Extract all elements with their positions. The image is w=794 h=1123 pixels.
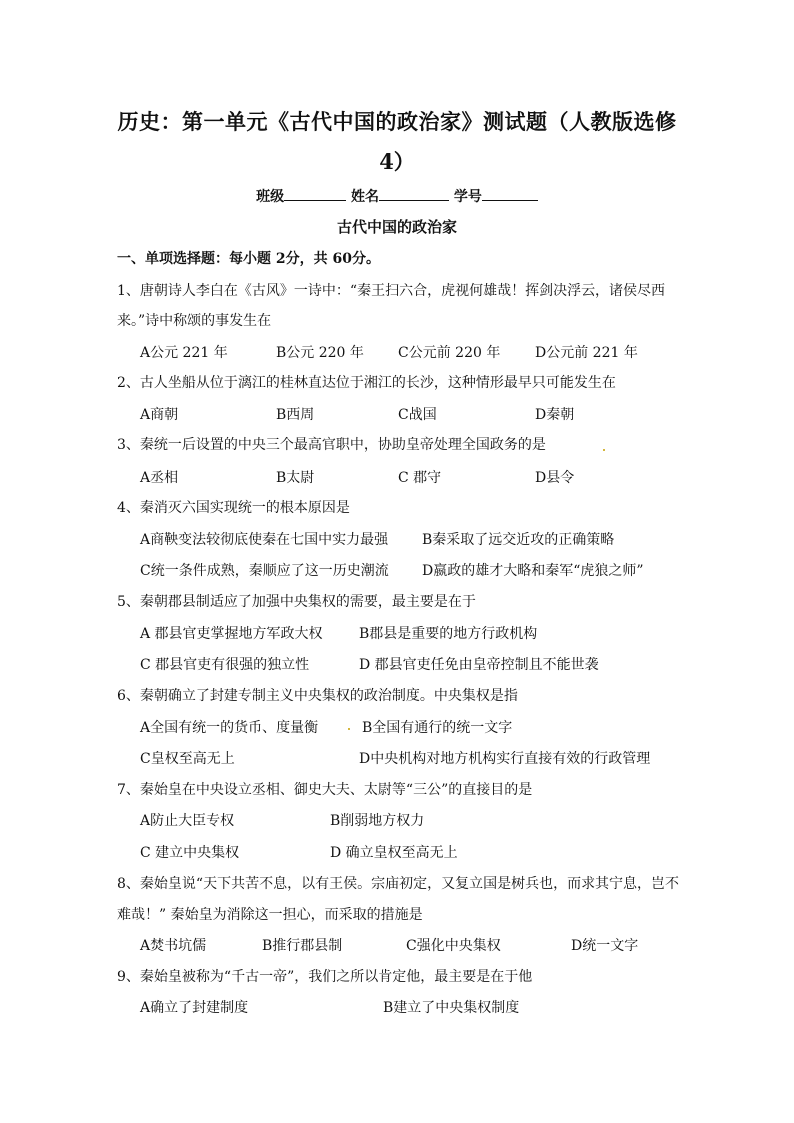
class-blank[interactable] [284, 186, 346, 201]
student-info-line [0, 186, 794, 206]
q3-option-a: A丞相 [140, 470, 179, 486]
question-3-stem: 3、秦统一后设置的中央三个最高官职中，协助皇帝处理全国政务的是 [117, 437, 546, 453]
question-1-stem-cont: 来。”诗中称颂的事发生在 [117, 313, 272, 329]
q8-option-d: D统一文字 [571, 938, 639, 954]
q3-option-d: D县令 [535, 470, 575, 486]
q5-option-a: A 郡县官吏掌握地方军政大权 [140, 626, 323, 642]
q1-option-b: B公元 220 年 [276, 345, 364, 361]
page-title-line2: 4） [379, 149, 415, 174]
question-2-stem: 2、古人坐船从位于漓江的桂林直达位于湘江的长沙，这种情形最早只可能发生在 [117, 375, 616, 391]
q6-option-d: D中央机构对地方机构实行直接有效的行政管理 [359, 751, 651, 767]
q5-option-d: D 郡县官吏任免由皇帝控制且不能世袭 [359, 657, 599, 673]
q1-option-c: C公元前 220 年 [398, 345, 501, 361]
q6-option-b: B全国有通行的统一文字 [362, 720, 513, 736]
q2-option-d: D秦朝 [535, 407, 575, 423]
q3-option-b: B太尉 [276, 470, 315, 486]
q4-option-c: C统一条件成熟，秦顺应了这一历史潮流 [140, 563, 389, 579]
q2-option-a: A商朝 [140, 407, 179, 423]
q9-option-a: A确立了封建制度 [140, 1000, 249, 1016]
class-label: 班级 [256, 189, 285, 205]
q6-option-a: A全国有统一的货币、度量衡 [140, 720, 319, 736]
name-label: 姓名 [351, 189, 379, 205]
q7-option-d: D 确立皇权至高无上 [330, 845, 458, 861]
subtitle: 古代中国的政治家 [336, 218, 457, 236]
q9-option-b: B建立了中央集权制度 [383, 1000, 520, 1016]
section-header: 一、单项选择题：每小题 2分，共 60分。 [117, 251, 380, 267]
q5-option-c: C 郡县官吏有很强的独立性 [140, 657, 310, 673]
stray-dot [603, 449, 605, 451]
question-1-stem: 1、唐朝诗人李白在《古风》一诗中：“秦王扫六合，虎视何雄哉！挥剑决浮云，诸侯尽西 [117, 283, 666, 299]
question-8-stem: 8、秦始皇说“天下共苦不息，以有王侯。宗庙初定，又复立国是树兵也，而求其宁息，岂不 [117, 876, 680, 892]
q5-option-b: B郡县是重要的地方行政机构 [359, 626, 538, 642]
question-9-stem: 9、秦始皇被称为“千古一帝”，我们之所以肯定他，最主要是在于他 [117, 969, 533, 985]
q7-option-b: B削弱地方权力 [330, 813, 425, 829]
id-blank[interactable] [482, 186, 538, 201]
question-4-stem: 4、秦消灭六国实现统一的根本原因是 [117, 500, 350, 516]
q8-option-b: B推行郡县制 [262, 938, 343, 954]
id-label: 学号 [453, 189, 482, 205]
q2-option-b: B西周 [276, 407, 315, 423]
question-6-stem: 6、秦朝确立了封建专制主义中央集权的政治制度。中央集权是指 [117, 688, 518, 704]
q7-option-a: A防止大臣专权 [140, 813, 235, 829]
question-7-stem: 7、秦始皇在中央设立丞相、御史大夫、太尉等“三公”的直接目的是 [117, 782, 533, 798]
q4-option-d: D嬴政的雄才大略和秦军“虎狼之师” [422, 563, 644, 579]
question-5-stem: 5、秦朝郡县制适应了加强中央集权的需要，最主要是在于 [117, 594, 476, 610]
page-title-line1: 历史：第一单元《古代中国的政治家》测试题（人教版选修 [117, 109, 677, 134]
question-8-stem-cont: 难哉！” 秦始皇为消除这一担心，而采取的措施是 [117, 907, 423, 923]
q2-option-c: C战国 [398, 407, 437, 423]
q3-option-c: C 郡守 [398, 470, 442, 486]
q1-option-d: D公元前 221 年 [535, 345, 638, 361]
name-blank[interactable] [379, 186, 449, 201]
q4-option-b: B秦采取了远交近攻的正确策略 [422, 532, 615, 548]
q1-option-a: A公元 221 年 [140, 345, 228, 361]
q6-option-c: C皇权至高无上 [140, 751, 235, 767]
q8-option-c: C强化中央集权 [406, 938, 501, 954]
stray-dot [348, 728, 350, 730]
q7-option-c: C 建立中央集权 [140, 845, 240, 861]
q8-option-a: A焚书坑儒 [140, 938, 207, 954]
q4-option-a: A商鞅变法较彻底使秦在七国中实力最强 [140, 532, 389, 548]
